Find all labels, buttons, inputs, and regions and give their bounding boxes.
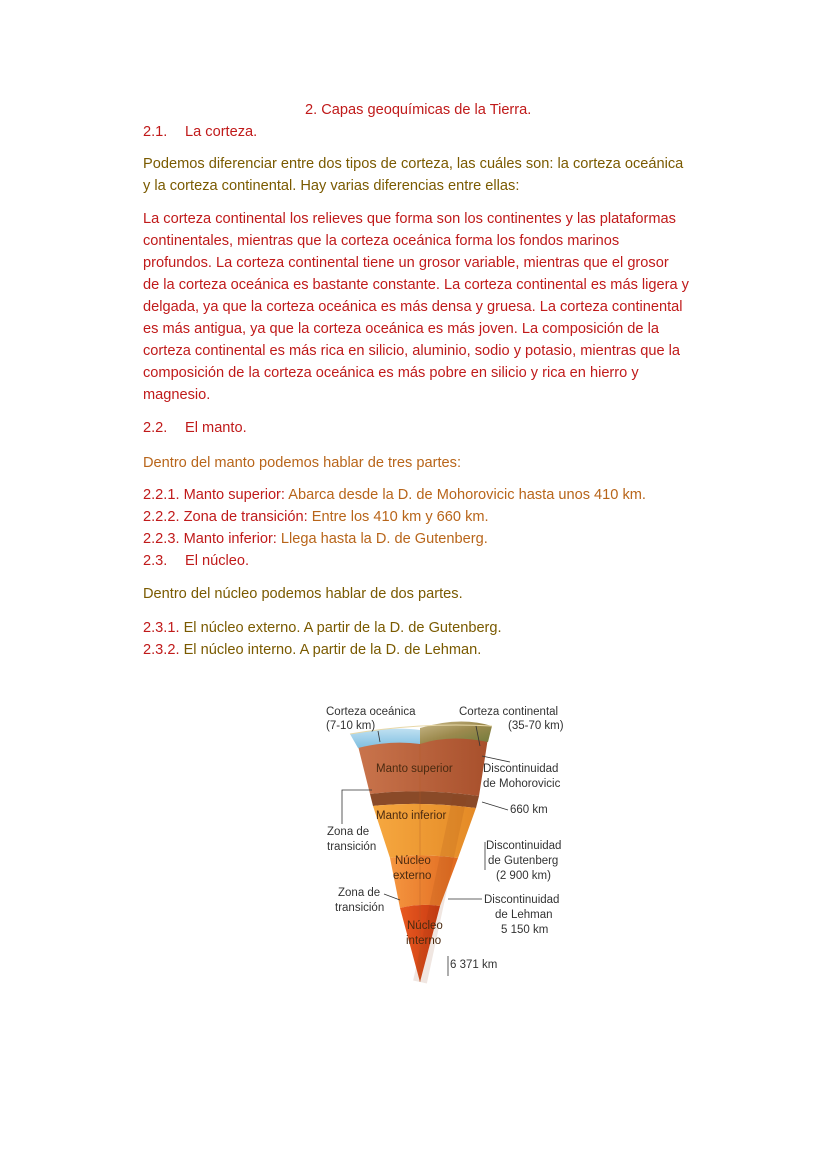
- heading-corteza: [143, 121, 257, 143]
- label-nucleo-externo-1: Núcleo: [395, 855, 431, 867]
- section-title: 2. Capas geoquímicas de la Tierra.: [305, 102, 532, 118]
- paragraph-line: de la corteza oceánica es bastante constante. La corteza continental es más ligera y: [143, 277, 689, 293]
- label-corteza-continental: Corteza continental: [459, 706, 559, 718]
- nucleo-item: [143, 639, 481, 661]
- heading-text: El manto.: [185, 420, 247, 436]
- label-nucleo-externo-2: externo: [393, 870, 432, 882]
- label-corteza-oceanica: Corteza oceánica: [326, 706, 416, 718]
- label-660km: 660 km: [510, 804, 548, 816]
- paragraph-line: y la corteza continental. Hay varias diferencias entre ellas:: [143, 178, 520, 194]
- item-term: Manto superior:: [183, 487, 285, 503]
- item-text: El núcleo externo. A partir de la D. de Gutenberg.: [183, 620, 502, 636]
- item-number: 2.2.2.: [143, 509, 180, 525]
- item-number: 2.2.3.: [143, 531, 180, 547]
- paragraph-line: Podemos diferenciar entre dos tipos de corteza, las cuáles son: la corteza oceánica: [143, 156, 684, 172]
- label-zona-transicion-1a: Zona de: [327, 826, 370, 838]
- label-lehman-1: Discontinuidad: [484, 894, 560, 906]
- item-desc: Llega hasta la D. de Gutenberg.: [280, 531, 488, 547]
- item-text: El núcleo interno. A partir de la D. de Lehman.: [183, 642, 482, 658]
- item-desc: Abarca desde la D. de Mohorovicic hasta unos 410 km.: [288, 487, 646, 503]
- manto-intro: Dentro del manto podemos hablar de tres partes:: [143, 455, 461, 471]
- item-number: 2.3.2.: [143, 642, 180, 658]
- label-6371km: 6 371 km: [450, 959, 498, 971]
- paragraph-line: continentales, mientras que la corteza oceánica forma los fondos marinos: [143, 233, 620, 249]
- nucleo-intro: Dentro del núcleo podemos hablar de dos partes.: [143, 586, 463, 602]
- manto-item: [143, 484, 646, 506]
- earth-layers-diagram: [320, 698, 580, 988]
- label-corteza-oceanica-km: (7-10 km): [326, 720, 376, 732]
- label-corteza-continental-km: (35-70 km): [508, 720, 564, 732]
- paragraph-line: magnesio.: [143, 387, 211, 403]
- label-lehman-3: 5 150 km: [501, 924, 549, 936]
- manto-item: [143, 506, 489, 528]
- heading-number: 2.3.: [143, 553, 168, 569]
- heading-number: 2.1.: [143, 124, 168, 140]
- paragraph-line: es más antigua, ya que la corteza oceánica es más joven. La composición de la: [143, 321, 659, 337]
- item-term: Zona de transición:: [183, 509, 308, 525]
- heading-number: 2.2.: [143, 420, 168, 436]
- paragraph-line: La corteza continental los relieves que forma son los continentes y las plataformas: [143, 211, 676, 227]
- label-manto-inferior: Manto inferior: [376, 810, 447, 822]
- heading-manto: [143, 417, 247, 439]
- heading-text: El núcleo.: [185, 553, 250, 569]
- label-nucleo-interno-2: interno: [406, 935, 442, 947]
- item-number: 2.3.1.: [143, 620, 180, 636]
- label-nucleo-interno-1: Núcleo: [407, 920, 443, 932]
- label-gutenberg-3: (2 900 km): [496, 870, 551, 882]
- nucleo-item: [143, 617, 502, 639]
- manto-item: [143, 528, 488, 550]
- label-manto-superior: Manto superior: [376, 763, 453, 775]
- label-zona-transicion-2a: Zona de: [338, 887, 381, 899]
- paragraph-line: composición de la corteza oceánica es más pobre en silicio y rica en hierro y: [143, 365, 639, 381]
- paragraph-line: profundos. La corteza continental tiene un grosor variable, mientras que el grosor: [143, 255, 669, 271]
- label-gutenberg-1: Discontinuidad: [486, 840, 562, 852]
- paragraph-line: delgada, ya que la corteza oceánica es más densa y gruesa. La corteza continental: [143, 299, 683, 315]
- label-zona-transicion-2b: transición: [335, 902, 385, 914]
- paragraph-line: corteza continental es más rica en silicio, aluminio, sodio y potasio, mientras que la: [143, 343, 680, 359]
- label-moho-1: Discontinuidad: [483, 763, 559, 775]
- item-number: 2.2.1.: [143, 487, 180, 503]
- item-term: Manto inferior:: [183, 531, 277, 547]
- heading-nucleo: [143, 550, 249, 572]
- heading-text: La corteza.: [185, 124, 258, 140]
- label-moho-2: de Mohorovicic: [483, 778, 561, 790]
- label-lehman-2: de Lehman: [495, 909, 553, 921]
- item-desc: Entre los 410 km y 660 km.: [311, 509, 489, 525]
- label-gutenberg-2: de Gutenberg: [488, 855, 559, 867]
- label-zona-transicion-1b: transición: [327, 841, 377, 853]
